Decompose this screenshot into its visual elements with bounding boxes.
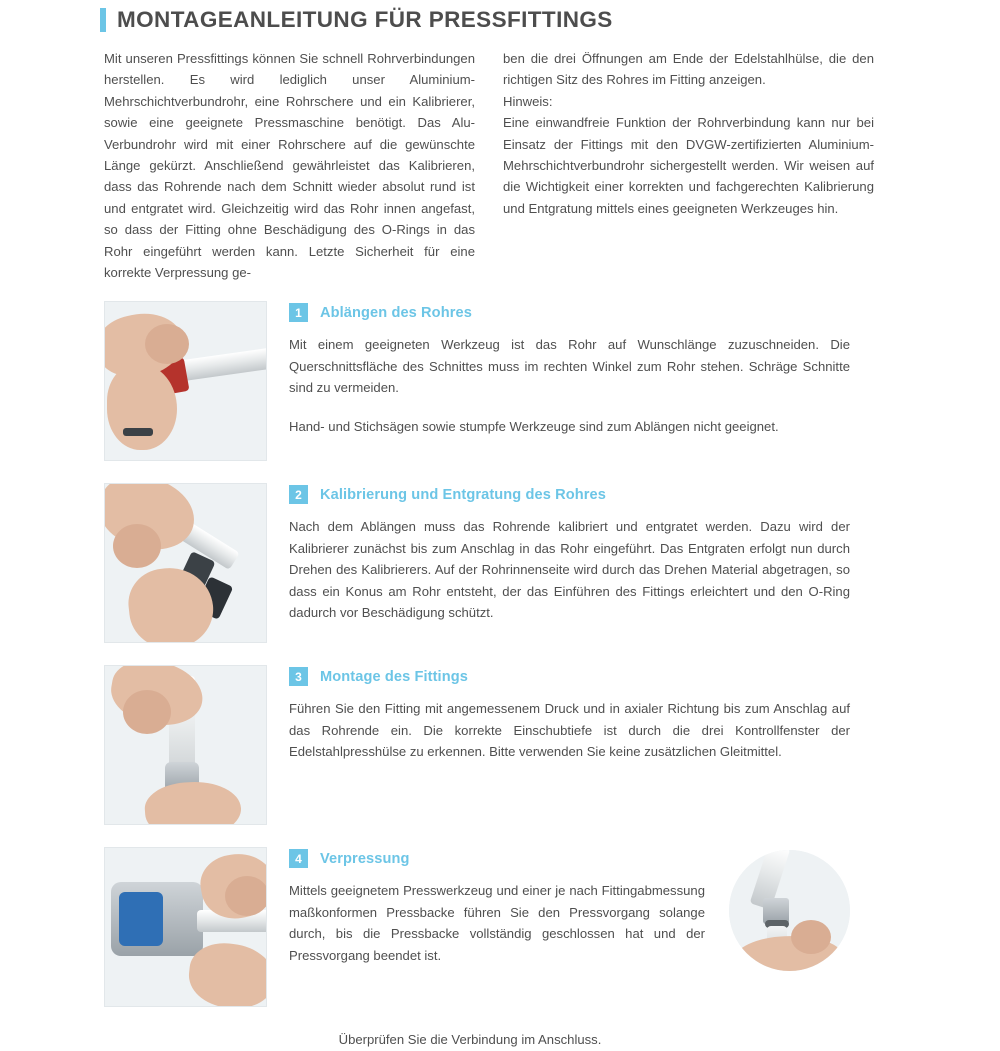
- step-3-paragraph-1: Führen Sie den Fitting mit angemessenem Druck und in axialer Richtung bis zum Anschlag auf das Rohrende ein. Die korrekte Einschubtiefe ist durch die drei Kontrollfenster der Edelstahlpresshülse zu erkennen. Bitte verwenden Sie keine zusätzlichen Gleitmittel.: [289, 701, 850, 760]
- calibrator-photo: [105, 484, 266, 642]
- step-1-image: [104, 301, 267, 461]
- step-3-image: [104, 665, 267, 825]
- step-2-paragraph-1: Nach dem Ablängen muss das Rohrende kalibriert und entgratet werden. Dazu wird der Kalibrierer zunächst bis zum Anschlag in das Rohr eingeführt. Das Entgraten erfolgt nun durch Drehen des Kalibrierers. Auf der Rohrinnenseite wird durch das Drehen Material abgetragen, so dass ein Konus am Rohr entsteht, der das Einführen des Fittings erleichtert und den O-Ring dadurch vor Beschädigung schützt.: [289, 519, 850, 621]
- title-accent-bar: [100, 8, 106, 32]
- step-item: [0, 847, 1000, 1007]
- press-tool-photo: [105, 848, 266, 1006]
- step-1-paragraph-2: Hand- und Stichsägen sowie stumpfe Werkzeuge sind zum Ablängen nicht geeignet.: [289, 418, 779, 434]
- pipe-cutter-photo: [105, 302, 266, 460]
- step-1-number: 1: [289, 303, 308, 322]
- step-4-inset-image: [729, 850, 850, 971]
- step-3-number: 3: [289, 667, 308, 686]
- step-4-header: [289, 849, 705, 868]
- step-1-header: [289, 303, 850, 322]
- step-item: [0, 301, 1000, 461]
- step-2-image: [104, 483, 267, 643]
- step-2-header: [289, 485, 850, 504]
- step-4-image: [104, 847, 267, 1007]
- note-title: Hinweis:: [503, 93, 553, 109]
- intro-section: [0, 36, 1000, 283]
- step-2-number: 2: [289, 485, 308, 504]
- step-4-paragraph-1: Mittels geeignetem Presswerkzeug und einer je nach Fittingabmessung maßkonformen Pressbacke führen Sie den Pressvorgang solange durch, bis die Pressbacke vollständig geschlossen hat und der Pressvorgang beendet ist.: [289, 883, 705, 963]
- step-1-title: Ablängen des Rohres: [320, 304, 472, 321]
- note-body: Eine einwandfreie Funktion der Rohrverbindung kann nur bei Einsatz der Fittings mit den DVGW-zertifizierten Aluminium-Mehrschichtverbundrohr sichergestellt werden. Wir weisen auf die Wichtigkeit einer korrekten und fachgerechten Kalibrierung und Entgratung mittels eines geeigneten Werkzeuges hin.: [503, 115, 874, 216]
- pressed-fitting-closeup-photo: [729, 850, 850, 971]
- step-3-header: [289, 667, 850, 686]
- fitting-mount-photo: [105, 666, 266, 824]
- step-3-title: Montage des Fittings: [320, 668, 468, 685]
- intro-left-paragraph: Mit unseren Pressfittings können Sie schnell Rohrverbindungen herstellen. Es wird lediglich unser Aluminium-Mehrschichtverbundrohr, eine Rohrschere und ein Kalibrierer, sowie eine geeignete Pressmaschine benötigt. Das Alu-Verbundrohr wird mit einer Rohrschere auf die gewünschte Länge gekürzt. Anschließend gewährleistet das Kalibrieren, dass das Rohrende nach dem Schnitt wieder absolut rund ist und entgratet wird. Gleichzeitig wird das Rohr innen angefast, so dass der Fitting ohne Beschädigung des O-Rings in das Rohr eingeführt werden kann. Letzte Sicherheit für eine korrekte Verpressung ge-: [104, 51, 475, 281]
- step-4-number: 4: [289, 849, 308, 868]
- step-4-title: Verpressung: [320, 850, 410, 867]
- title-text: MONTAGEANLEITUNG FÜR PRESSFITTINGS: [117, 7, 613, 32]
- intro-right-paragraph: ben die drei Öffnungen am Ende der Edelstahlhülse, die den richtigen Sitz des Rohres im Fitting anzeigen.: [503, 51, 874, 88]
- step-3-body: [267, 665, 850, 825]
- step-1-body: [267, 301, 850, 461]
- step-item: [0, 483, 1000, 643]
- step-2-title: Kalibrierung und Entgratung des Rohres: [320, 486, 606, 503]
- closing-note: Überprüfen Sie die Verbindung im Anschluss.: [338, 1032, 602, 1048]
- step-1-paragraph-1: Mit einem geeigneten Werkzeug ist das Rohr auf Wunschlänge zuzuschneiden. Die Querschnittsfläche des Schnittes muss im rechten Winkel zum Rohr stehen. Schräge Schnitte sind zu vermeiden.: [289, 337, 850, 396]
- intro-right-column: [503, 48, 874, 283]
- intro-left-column: [104, 48, 475, 283]
- step-item: [0, 665, 1000, 825]
- page-title: [0, 0, 1000, 36]
- steps-section: [0, 301, 1000, 1050]
- step-2-body: [267, 483, 850, 643]
